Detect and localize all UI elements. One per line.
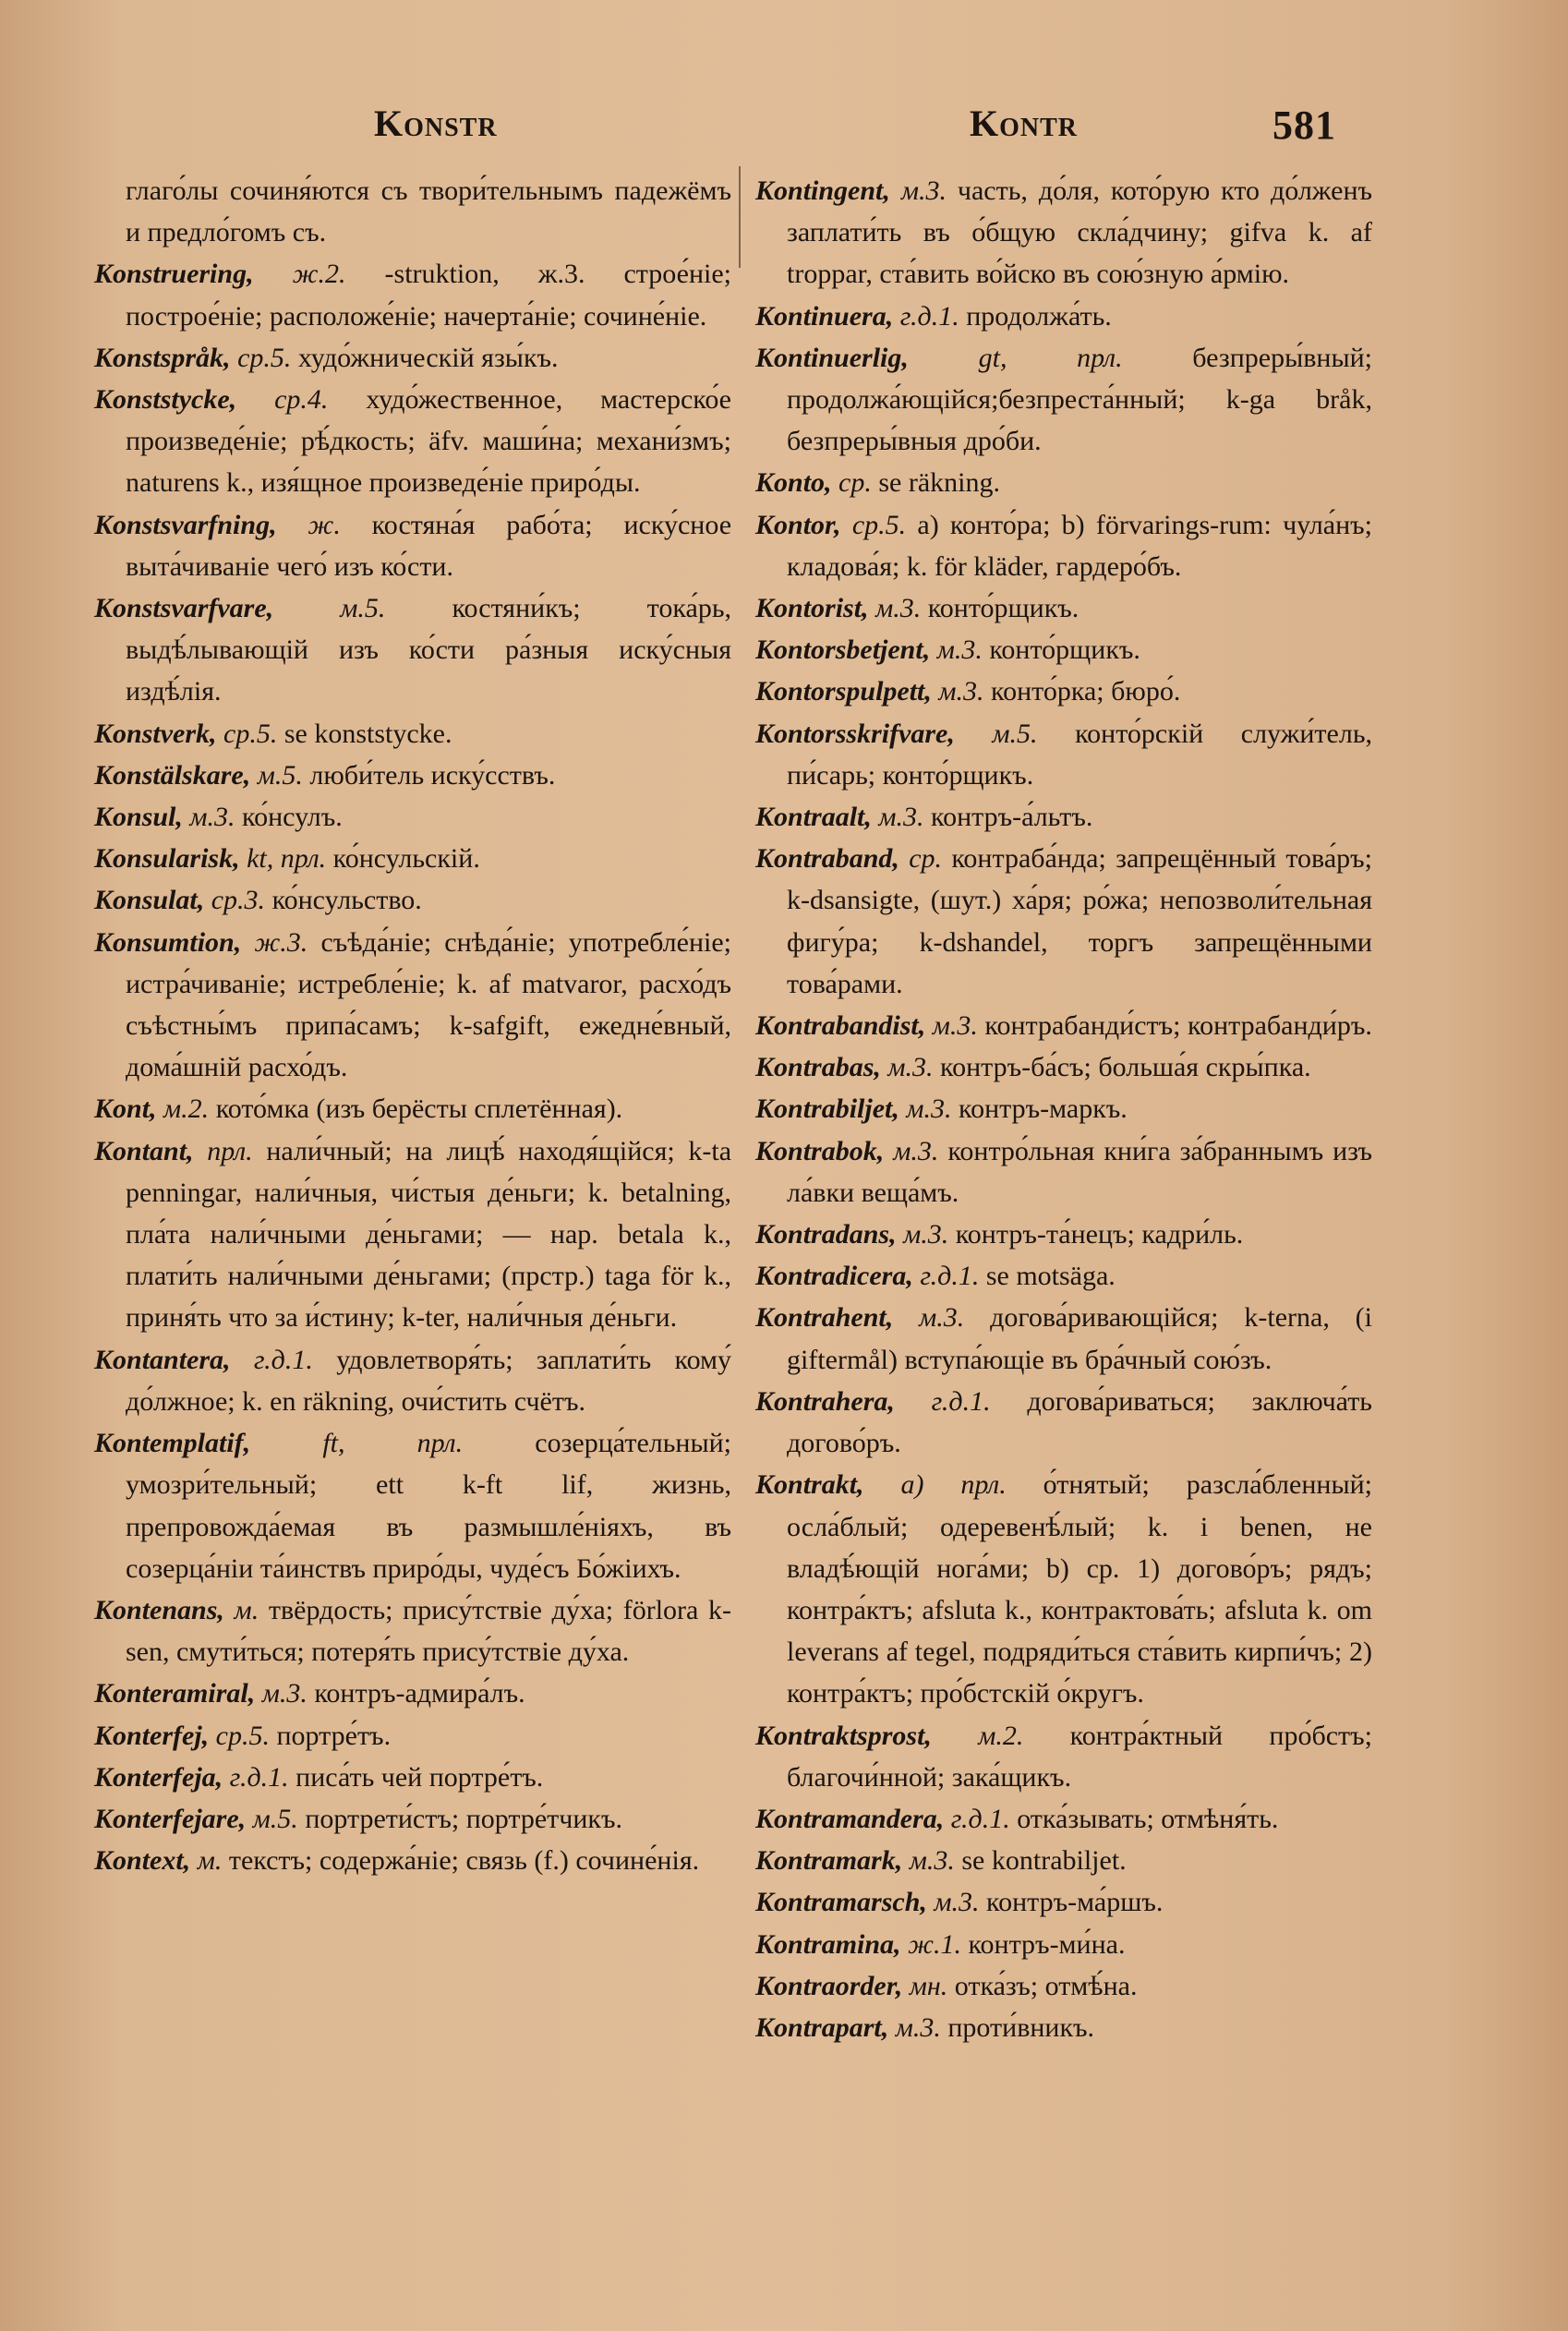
headword: Konstsvarfning, — [94, 509, 277, 540]
grammar-label: г.д.1. — [950, 1803, 1010, 1834]
headword: Konsumtion, — [94, 926, 242, 958]
headword: Kontraorder, — [755, 1970, 903, 2001]
grammar-label: м. — [197, 1845, 223, 1877]
dictionary-entry — [94, 337, 731, 379]
definition: конто́рщикъ. — [989, 634, 1140, 666]
grammar-label: м.3. — [261, 1678, 308, 1709]
dictionary-entry — [94, 1422, 731, 1589]
headword: Kontorspulpett, — [755, 676, 932, 707]
dictionary-entry — [94, 1130, 731, 1339]
headword: Kontramandera, — [755, 1803, 945, 1834]
running-head-right: Kontr — [970, 103, 1079, 144]
grammar-label: м.3. — [900, 175, 947, 206]
grammar-label: kt, прл. — [247, 843, 327, 875]
headword: Konstruering, — [94, 259, 254, 290]
dictionary-entry — [755, 1005, 1372, 1046]
grammar-label: м.3. — [903, 1219, 949, 1250]
headword: Kont, — [94, 1093, 157, 1125]
definition: se räkning. — [878, 467, 1000, 499]
dictionary-entry — [755, 1464, 1372, 1714]
dictionary-entry — [94, 587, 731, 713]
headword: Kontorsbetjent, — [755, 634, 931, 666]
dictionary-entry — [94, 253, 731, 336]
dictionary-entry — [755, 670, 1372, 712]
definition: -struktion, ж.3. строе́ніе; построе́ніе; расположе́ніе; начерта́ніе; сочине́ніе. — [126, 259, 732, 332]
dictionary-entry — [94, 1339, 731, 1422]
grammar-label: м.2. — [978, 1720, 1024, 1751]
grammar-label: ж. — [308, 509, 341, 540]
headword: Kontrabiljet, — [755, 1093, 899, 1125]
definition: костяна́я рабо́та; иску́сное выта́чиваніе чего́ изъ ко́сти. — [126, 509, 732, 582]
headword: Kontext, — [94, 1845, 191, 1877]
headword: Kontorsskrifvare, — [755, 718, 955, 749]
grammar-label: ft, прл. — [322, 1428, 464, 1459]
dictionary-entry — [755, 1798, 1372, 1840]
grammar-label: ср.5. — [237, 342, 292, 373]
headword: Kontradicera, — [755, 1261, 913, 1292]
headword: Kontrabok, — [755, 1135, 885, 1166]
grammar-label: ср.3. — [211, 885, 266, 916]
grammar-label: м.3. — [909, 1845, 955, 1877]
grammar-label: м.3. — [919, 1302, 965, 1334]
dictionary-entry — [94, 713, 731, 755]
dictionary-entry — [755, 1840, 1372, 1881]
headword: Konststycke, — [94, 384, 237, 416]
headword: Konstsvarfvare, — [94, 593, 274, 624]
headword: Konterfeja, — [94, 1761, 223, 1793]
dictionary-entry — [94, 879, 731, 921]
dictionary-entry — [755, 838, 1372, 1005]
left-column — [94, 170, 731, 1881]
dictionary-entry — [94, 1589, 731, 1673]
grammar-label: г.д.1. — [253, 1344, 313, 1375]
headword: Kontrakt, — [755, 1469, 864, 1501]
definition: кото́мка (изъ берёсты сплетённая). — [215, 1093, 623, 1125]
definition: костяни́къ; тока́рь, выдѣ́лывающій изъ ко́сти ра́зныя иску́сныя издѣ́лія. — [126, 593, 732, 707]
definition: ко́нсульство. — [271, 885, 422, 916]
dictionary-entry — [94, 1798, 731, 1840]
definition: продолжа́ть. — [966, 300, 1112, 332]
headword: Kontraalt, — [755, 802, 872, 833]
definition: твёрдость; прису́тствіе ду́ха; förlora k-sen, смути́ться; потеря́ть прису́тствіе ду́ха. — [126, 1594, 731, 1668]
headword: Kontraband, — [755, 843, 899, 875]
headword: Konterfej, — [94, 1720, 210, 1751]
definition: съѣда́ніе; снѣда́ніе; употребле́ніе; истра́чиваніе; истребле́ніе; k. af matvaror, расхо́дъ съѣстны́мъ припа́самъ; k-safgift, ежедне́вный, дома́шній расхо́дъ. — [126, 926, 732, 1083]
grammar-label: м.3. — [875, 593, 922, 624]
definition: писа́ть чей портре́тъ. — [296, 1761, 544, 1793]
headword: Kontant, — [94, 1135, 194, 1166]
headword: Konto, — [755, 467, 832, 499]
headword: Kontantera, — [94, 1344, 231, 1375]
dictionary-entry — [94, 1757, 731, 1798]
definition: текстъ; содержа́ніе; связь (f.) сочине́нія. — [228, 1845, 700, 1877]
definition: часть, до́ля, кото́рую кто до́лженъ заплати́ть въ о́бщую скла́дчину; gifva k. af troppar, ста́вить во́йско въ сою́зную а́рмію. — [787, 175, 1373, 290]
definition: созерца́тельный; умозри́тельный; ett k-ft lif, жизнь, препровожда́емая въ размышле́ніяхъ, въ созерца́ніи та́инствъ приро́ды, чуде́съ Бо́жіихъ. — [126, 1428, 732, 1584]
definition: se konststycke. — [283, 718, 452, 749]
dictionary-entry — [755, 587, 1372, 629]
grammar-label: м.3. — [906, 1093, 952, 1125]
grammar-label: ср.5. — [215, 1720, 270, 1751]
grammar-label: м.5. — [340, 593, 386, 624]
grammar-label: м.3. — [878, 802, 924, 833]
entry-continuation: глаго́лы сочиня́ются съ твори́тельнымъ падежёмъ и предло́гомъ съ. — [126, 175, 731, 248]
grammar-label: прл. — [207, 1135, 253, 1166]
definition: контръ-маркъ. — [959, 1093, 1128, 1125]
headword: Kontrahent, — [755, 1302, 894, 1334]
headword: Kontramark, — [755, 1845, 903, 1877]
dictionary-entry — [94, 755, 731, 796]
definition: контръ-ма́ршъ. — [986, 1887, 1164, 1918]
grammar-label: м.3. — [934, 1887, 980, 1918]
grammar-label: м.3. — [932, 1010, 978, 1042]
grammar-label: м.3. — [893, 1135, 939, 1166]
grammar-label: ср. — [838, 467, 872, 499]
grammar-label: г.д.1. — [899, 300, 959, 332]
grammar-label: а) прл. — [900, 1469, 1007, 1501]
definition: se kontrabiljet. — [961, 1845, 1127, 1877]
dictionary-entry — [755, 1924, 1372, 1965]
dictionary-entry — [755, 629, 1372, 670]
definition: догова́ривающійся; k-terna, (i giftermål) вступа́ющіе въ бра́чный сою́зъ. — [787, 1302, 1372, 1375]
grammar-label: gt, прл. — [978, 342, 1123, 373]
column-divider — [739, 166, 741, 268]
grammar-label: м.3. — [895, 2011, 941, 2043]
dictionary-entry — [755, 1046, 1372, 1088]
right-column — [755, 170, 1372, 2048]
grammar-label: ср. — [909, 843, 943, 875]
grammar-label: ср.5. — [851, 509, 907, 540]
headword: Kontrapart, — [755, 2011, 889, 2043]
headword: Kontramarsch, — [755, 1887, 927, 1918]
page-header — [0, 102, 1568, 157]
dictionary-entry — [94, 379, 731, 504]
headword: Kontramina, — [755, 1928, 901, 1960]
definition: худо́жническій язы́къ. — [297, 342, 559, 373]
headword: Kontinuerlig, — [755, 342, 909, 373]
definition: отка́зъ; отмѣ́на. — [954, 1970, 1138, 2001]
headword: Kontingent, — [755, 175, 890, 206]
definition: конто́рка; бюро́. — [991, 676, 1181, 707]
dictionary-entry — [755, 337, 1372, 463]
grammar-label: ж.1. — [908, 1928, 961, 1960]
definition: портрети́стъ; портре́тчикъ. — [305, 1803, 622, 1834]
page-number: 581 — [1272, 103, 1336, 148]
definition: ко́нсулъ. — [242, 802, 343, 833]
grammar-label: г.д.1. — [229, 1761, 289, 1793]
grammar-label: г.д.1. — [931, 1385, 991, 1417]
headword: Konteramiral, — [94, 1678, 256, 1709]
dictionary-entry — [755, 1255, 1372, 1297]
headword: Konsul, — [94, 802, 183, 833]
headword: Kontor, — [755, 509, 841, 540]
headword: Konstverk, — [94, 718, 217, 749]
definition: а) конто́ра; b) förvarings-rum: чула́нъ; кладова́я; k. för kläder, гардеро́бъ. — [787, 509, 1373, 582]
grammar-label: м.3. — [936, 634, 983, 666]
grammar-label: м. — [234, 1594, 259, 1625]
headword: Konstspråk, — [94, 342, 231, 373]
dictionary-entry — [755, 170, 1372, 296]
grammar-label: м.2. — [163, 1093, 210, 1125]
dictionary-entry — [94, 1673, 731, 1714]
definition: контро́льная кни́га за́браннымъ изъ ла́вки веща́мъ. — [787, 1135, 1373, 1208]
dictionary-entry — [755, 1130, 1372, 1214]
grammar-label: м.3. — [938, 676, 984, 707]
definition: контрабанди́стъ; контрабанди́ръ. — [984, 1010, 1372, 1042]
running-head-left: Konstr — [374, 103, 498, 144]
definition: люби́тель иску́сствъ. — [309, 759, 556, 791]
grammar-label: ж.3. — [254, 926, 308, 958]
dictionary-entry — [755, 1965, 1372, 2007]
definition: портре́тъ. — [276, 1720, 392, 1751]
grammar-label: ж.2. — [292, 259, 346, 290]
headword: Kontraktsprost, — [755, 1720, 932, 1751]
definition: контръ-а́льтъ. — [931, 802, 1093, 833]
dictionary-entry — [755, 1297, 1372, 1380]
dictionary-entry — [94, 838, 731, 879]
headword: Konsularisk, — [94, 843, 240, 875]
grammar-label: ср.5. — [223, 718, 278, 749]
dictionary-entry — [94, 922, 731, 1089]
definition: догова́риваться; заключа́ть догово́ръ. — [787, 1385, 1372, 1459]
dictionary-entry — [755, 1715, 1372, 1798]
dictionary-entry — [94, 1840, 731, 1881]
definition: удовлетворя́ть; заплати́ть кому́ до́лжное; k. en räkning, очи́стить счётъ. — [126, 1344, 732, 1417]
definition: безпреры́вный; продолжа́ющійся;безпреста́нный; k-ga bråk, безпреры́вныя дро́би. — [787, 342, 1372, 457]
headword: Kontemplatif, — [94, 1428, 251, 1459]
headword: Konstälskare, — [94, 759, 251, 791]
headword: Konterfejare, — [94, 1803, 247, 1834]
dictionary-entry — [755, 713, 1372, 796]
headword: Konsulat, — [94, 885, 205, 916]
grammar-label: г.д.1. — [920, 1261, 980, 1292]
dictionary-entry — [94, 1088, 731, 1129]
grammar-label: м.5. — [252, 1803, 298, 1834]
grammar-label: м.5. — [257, 759, 303, 791]
definition: ко́нсульскій. — [332, 843, 480, 875]
definition: нали́чный; на лицѣ́ находя́щійся; k-ta penningar, нали́чныя, чи́стыя де́ньги; k. betalning, пла́та нали́чными де́ньгами; — нар. betala k., плати́ть нали́чными де́ньгами; (прстр.) taga för k., приня́ть что за и́стину; k-ter, нали́чныя де́ньги. — [126, 1135, 732, 1334]
definition: конто́рскій служи́тель, пи́сарь; конто́рщикъ. — [787, 718, 1373, 791]
dictionary-entry — [755, 1881, 1372, 1923]
dictionary-entry — [755, 1381, 1372, 1464]
grammar-label: м.3. — [189, 802, 235, 833]
definition: se motsäga. — [985, 1261, 1116, 1292]
headword: Kontenans, — [94, 1594, 224, 1625]
definition: о́тнятый; разсла́бленный; осла́блый; одеревенѣ́лый; k. i benen, не владѣ́ющій нога́ми; b) ср. 1) догово́ръ; рядъ; контра́ктъ; afsluta k., контрактова́ть; afsluta k. om leverans af tegel, подряди́ться ста́вить кирпи́чъ; 2) контра́ктъ; про́бстскій о́кругъ. — [787, 1469, 1372, 1709]
definition: контръ-та́нецъ; кадри́ль. — [955, 1219, 1244, 1250]
dictionary-entry — [94, 504, 731, 587]
dictionary-entry — [755, 296, 1372, 337]
dictionary-entry — [94, 796, 731, 838]
dictionary-entry — [755, 1214, 1372, 1255]
dictionary-entry — [755, 796, 1372, 838]
dictionary-entry — [755, 504, 1372, 587]
definition: проти́вникъ. — [947, 2011, 1095, 2043]
headword: Kontorist, — [755, 593, 869, 624]
grammar-label: мн. — [909, 1970, 948, 2001]
headword: Kontinuera, — [755, 300, 894, 332]
grammar-label: ср.4. — [274, 384, 329, 416]
headword: Kontrabandist, — [755, 1010, 926, 1042]
definition: отка́зывать; отмѣня́ть. — [1017, 1803, 1279, 1834]
headword: Kontrabas, — [755, 1052, 881, 1083]
definition: контра́ктный про́бстъ; благочи́нной; зака́щикъ. — [787, 1720, 1372, 1793]
definition: худо́жественное, мастерско́е произведе́ніе; рѣ́дкость; äfv. маши́на; механи́змъ; naturens k., изя́щное произведе́ніе приро́ды. — [126, 384, 731, 499]
dictionary-entry — [755, 1088, 1372, 1129]
grammar-label: м.5. — [992, 718, 1038, 749]
dictionary-entry — [755, 462, 1372, 503]
grammar-label: м.3. — [887, 1052, 934, 1083]
dictionary-entry — [94, 1715, 731, 1757]
definition: контраба́нда; запрещённый това́ръ; k-dsansigte, (шут.) ха́ря; ро́жа; непозволи́тельная фигу́ра; k-dshandel, торгъ запрещёнными това́рами. — [787, 843, 1372, 999]
definition: контръ-ми́на. — [968, 1928, 1126, 1960]
dictionary-entry — [755, 2007, 1372, 2048]
definition: контръ-ба́съ; больша́я скры́пка. — [940, 1052, 1311, 1083]
definition: конто́рщикъ. — [927, 593, 1080, 624]
headword: Kontrahera, — [755, 1385, 895, 1417]
headword: Kontradans, — [755, 1219, 897, 1250]
definition: контръ-адмира́лъ. — [314, 1678, 525, 1709]
